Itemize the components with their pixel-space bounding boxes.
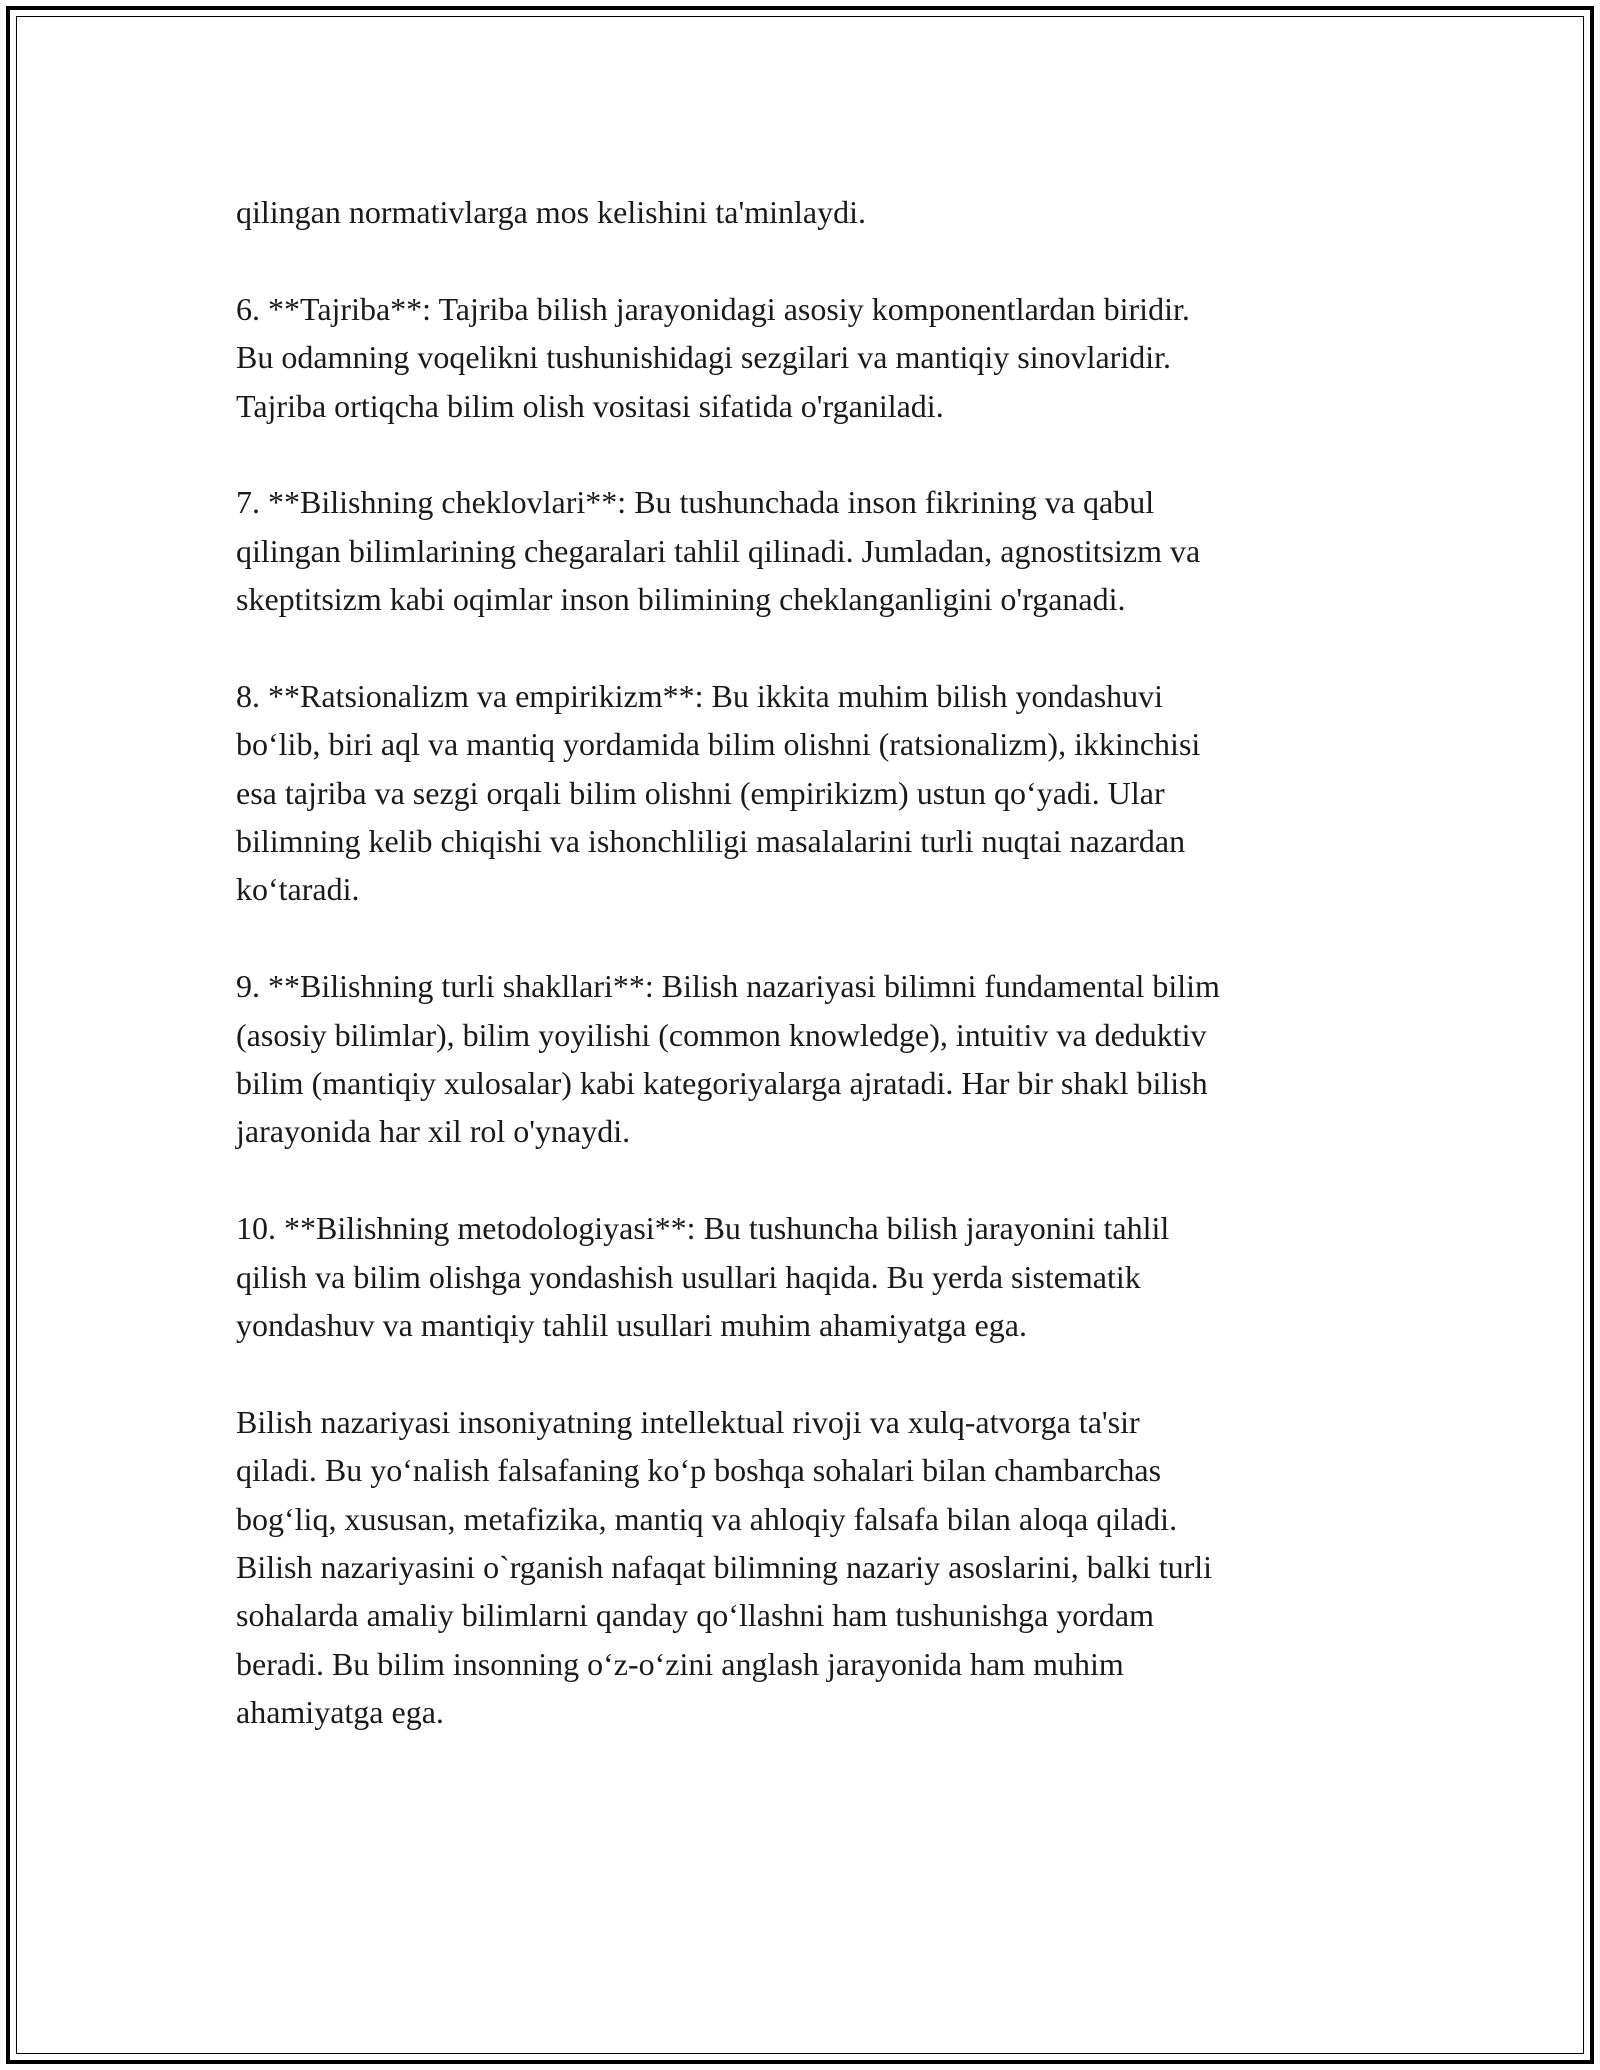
paragraph-metodologiyasi: [236, 1204, 1376, 1349]
text-line: esa tajriba va sezgi orqali bilim olishni (empirikizm) ustun qo‘yadi. Ular: [236, 774, 1165, 811]
text-line: yondashuv va mantiqiy tahlil usullari muhim ahamiyatga ega.: [236, 1306, 1027, 1343]
text-line: 7. **Bilishning cheklovlari**: Bu tushunchada inson fikrining va qabul: [236, 484, 1155, 521]
paragraph-conclusion: [236, 1398, 1376, 1737]
paragraph-tajriba: [236, 285, 1376, 430]
text-line: ko‘taradi.: [236, 871, 360, 908]
document-body: [236, 188, 1376, 1785]
paragraph-ratsionalizm: [236, 672, 1376, 914]
paragraph-shakllari: [236, 962, 1376, 1156]
text-line: qilingan normativlarga mos kelishini ta'minlaydi.: [236, 194, 866, 230]
text-line: bilimning kelib chiqishi va ishonchliligi masalalarini turli nuqtai nazardan: [236, 823, 1186, 860]
text-line: skeptitsizm kabi oqimlar inson bilimining cheklanganligini o'rganadi.: [236, 581, 1126, 618]
text-line: qiladi. Bu yo‘nalish falsafaning ko‘p boshqa sohalari bilan chambarchas: [236, 1452, 1162, 1489]
text-line: Tajriba ortiqcha bilim olish vositasi sifatida o'rganiladi.: [236, 387, 944, 424]
text-line: Bilish nazariyasi insoniyatning intellektual rivoji va xulq-atvorga ta'sir: [236, 1403, 1140, 1440]
text-line: qilingan bilimlarining chegaralari tahlil qilinadi. Jumladan, agnostitsizm va: [236, 532, 1201, 569]
text-line: qilish va bilim olishga yondashish usullari haqida. Bu yerda sistematik: [236, 1258, 1141, 1295]
text-line: bilim (mantiqiy xulosalar) kabi kategoriyalarga ajratadi. Har bir shakl bilish: [236, 1065, 1208, 1102]
text-line: sohalarda amaliy bilimlarni qanday qo‘llashni ham tushunishga yordam: [236, 1597, 1155, 1634]
text-line: jarayonida har xil rol o'ynaydi.: [236, 1113, 631, 1150]
text-line: (asosiy bilimlar), bilim yoyilishi (common knowledge), intuitiv va deduktiv: [236, 1016, 1207, 1053]
text-line: 9. **Bilishning turli shakllari**: Bilish nazariyasi bilimni fundamental bilim: [236, 968, 1220, 1005]
text-line: bog‘liq, xususan, metafizika, mantiq va ahloqiy falsafa bilan aloqa qiladi.: [236, 1500, 1178, 1537]
text-line: Bu odamning voqelikni tushunishidagi sezgilari va mantiqiy sinovlaridir.: [236, 339, 1171, 376]
text-line: ahamiyatga ega.: [236, 1694, 444, 1731]
text-line: 6. **Tajriba**: Tajriba bilish jarayonidagi asosiy komponentlardan biridir.: [236, 290, 1190, 327]
text-line: beradi. Bu bilim insonning o‘z-o‘zini anglash jarayonida ham muhim: [236, 1645, 1124, 1682]
text-line: Bilish nazariyasini o`rganish nafaqat bilimning nazariy asoslarini, balki turli: [236, 1548, 1213, 1585]
paragraph-cheklovlari: [236, 478, 1376, 623]
text-line: bo‘lib, biri aql va mantiq yordamida bilim olishni (ratsionalizm), ikkinchisi: [236, 726, 1201, 763]
paragraph-continuation: [236, 188, 1376, 236]
text-line: 10. **Bilishning metodologiyasi**: Bu tushuncha bilish jarayonini tahlil: [236, 1210, 1170, 1247]
text-line: 8. **Ratsionalizm va empirikizm**: Bu ikkita muhim bilish yondashuvi: [236, 677, 1164, 714]
